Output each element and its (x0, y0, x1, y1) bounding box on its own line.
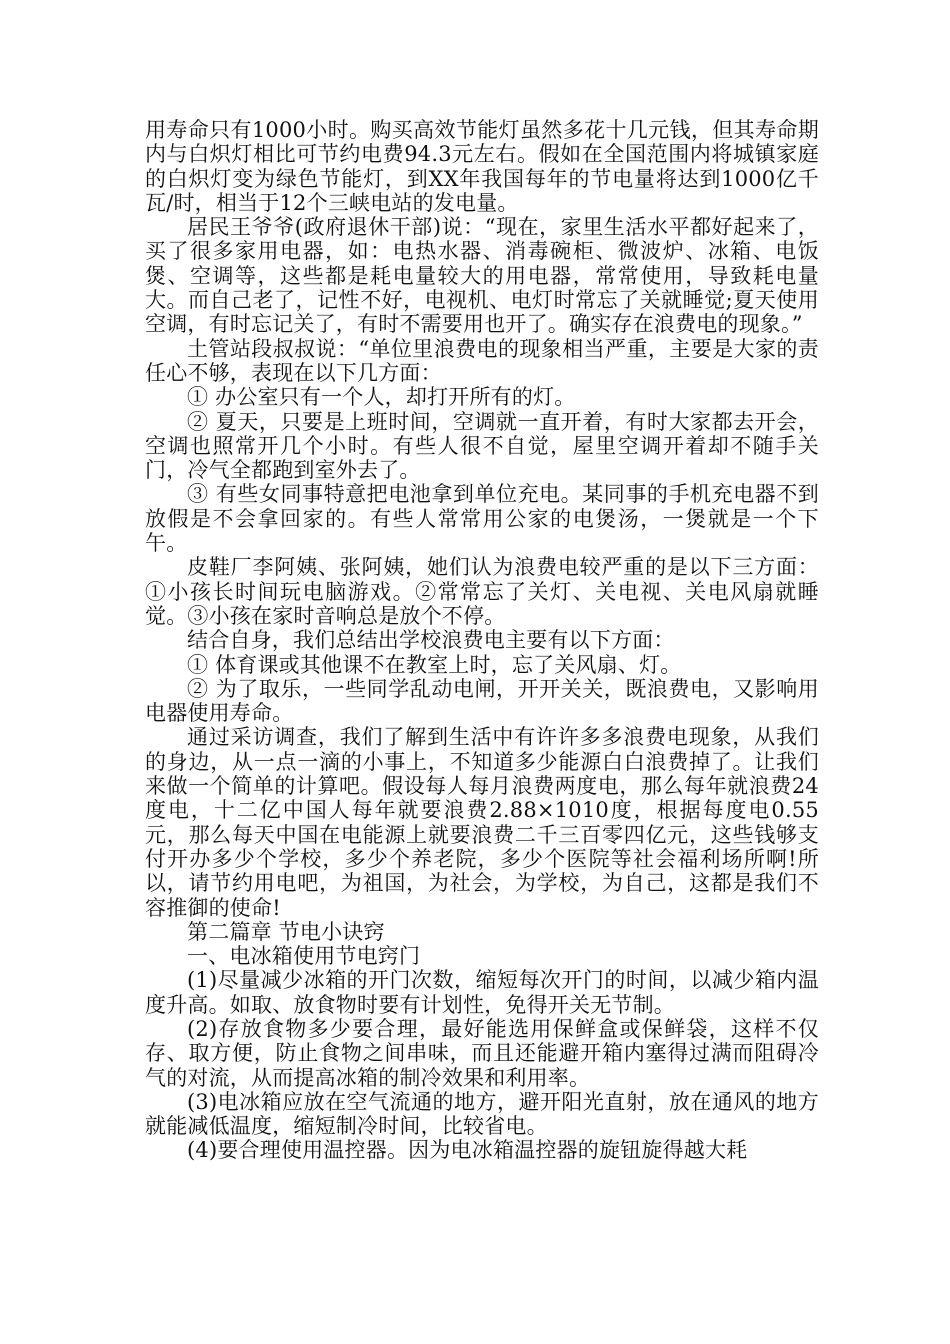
paragraph-grandpa-wang-quote: 居民王爷爷(政府退休干部)说：“现在，家里生活水平都好起来了，买了很多家用电器，如：电热水器、消毒碗柜、微波炉、冰箱、电饭煲、空调等，这些都是耗电量较大的用电器，常常使用，导致耗电量大。而自己老了，记性不好，电视机、电灯时常忘了关就睡觉;夏天使用空调，有时忘记关了，有时不需要用也开了。确实存在浪费电的现象。” (145, 215, 819, 337)
tip-item-4: (4)要合理使用温控器。因为电冰箱温控器的旋钮旋得越大耗 (187, 1138, 748, 1163)
tip-item-2: (2)存放食物多少要合理，最好能选用保鲜盒或保鲜袋，这样不仅存、取方便，防止食物之间串味，而且还能避开箱内塞得过满而阻碍冷气的对流，从而提高冰箱的制冷效果和利用率。 (145, 1016, 819, 1090)
list-item-pe-class: ① 体育课或其他课不在教室上时，忘了关风扇、灯。 (187, 652, 682, 677)
paragraph-school-summary: 结合自身，我们总结出学校浪费电主要有以下方面： (187, 628, 675, 653)
list-item-switch-play: ② 为了取乐，一些同学乱动电闸，开开关关，既浪费电，又影响用电器使用寿命。 (145, 676, 819, 726)
paragraph-continuation: 用寿命只有1000小时。购买高效节能灯虽然多花十几元钱，但其寿命期内与白炽灯相比可节约电费94.3元左右。假如在全国范围内将城镇家庭的白炽灯变为绿色节能灯，到XX年我国每年的节电量将达到1000亿千瓦/时，相当于12个三峡电站的发电量。 (145, 118, 819, 215)
tip-item-3: (3)电冰箱应放在空气流通的地方，避开阳光直射，放在通风的地方就能减低温度，缩短制冷时间，比较省电。 (145, 1089, 819, 1139)
paragraph-uncle-duan-quote: 土管站段叔叔说：“单位里浪费电的现象相当严重，主要是大家的责任心不够，表现在以下几方面： (145, 336, 819, 385)
list-item-battery-charging: ③ 有些女同事特意把电池拿到单位充电。某同事的手机充电器不到放假是不会拿回家的。有些人常常用公家的电煲汤，一煲就是一个下午。 (145, 482, 819, 556)
list-item-office-lights: ① 办公室只有一个人，却打开所有的灯。 (187, 385, 576, 410)
paragraph-calculation: 通过采访调查，我们了解到生活中有许许多多浪费电现象，从我们的身边，从一点一滴的小事上，不知道多少能源白白浪费掉了。让我们来做一个简单的计算吧。假设每人每月浪费两度电，那么每年就浪费24度电，十二亿中国人每年就要浪费2.88×1010度，根据每度电0.55元，那么每天中国在电能源上就要浪费二千三百零四亿元，这些钱够支付开办多少个学校，多少个养老院，多少个医院等社会福利场所啊!所以，请节约用电吧，为祖国，为社会，为学校，为自己，这都是我们不容推御的使命! (145, 725, 819, 920)
list-item-summer-aircon: ② 夏天，只要是上班时间，空调就一直开着，有时大家都去开会，空调也照常开几个小时。有些人很不自觉，屋里空调开着却不随手关门，冷气全都跑到室外去了。 (145, 409, 819, 483)
document-body (145, 118, 819, 1163)
paragraph-shoe-factory: 皮鞋厂李阿姨、张阿姨，她们认为浪费电较严重的是以下三方面：①小孩长时间玩电脑游戏。②常常忘了关灯、关电视、关电风扇就睡觉。③小孩在家时音响总是放个不停。 (145, 555, 819, 628)
chapter-heading: 第二篇章 节电小诀窍 (187, 919, 385, 944)
section-heading-fridge: 一、电冰箱使用节电窍门 (187, 944, 421, 969)
tip-item-1: (1)尽量减少冰箱的开门次数，缩短每次开门的时间，以减少箱内温度升高。如取、放食物时要有计划性，免得开关无节制。 (145, 968, 819, 1017)
